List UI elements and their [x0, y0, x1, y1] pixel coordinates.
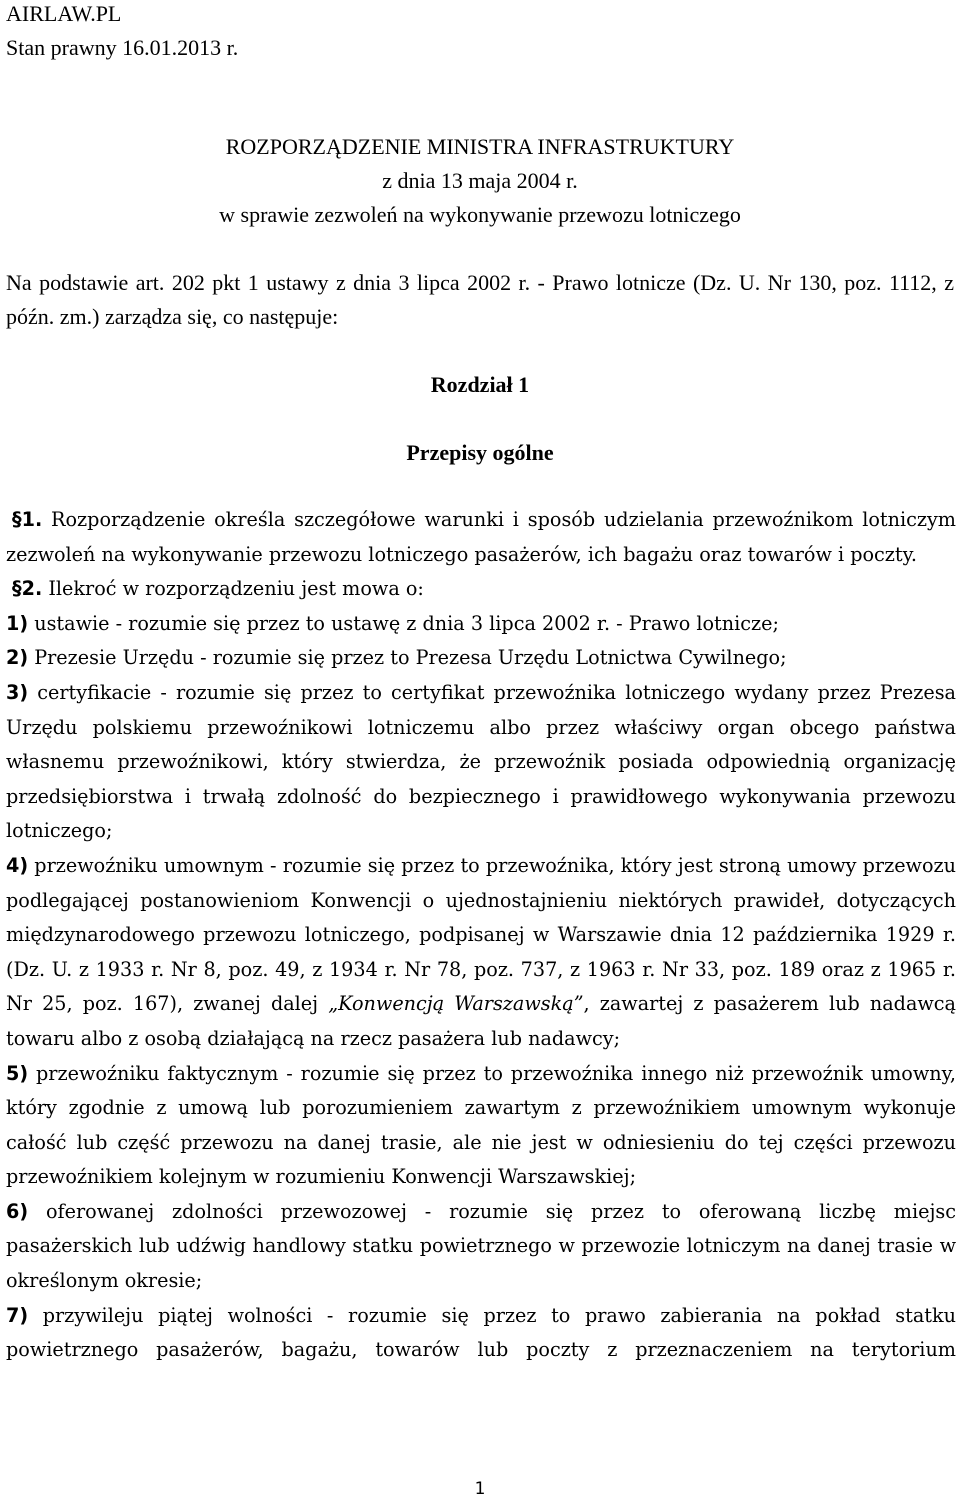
- section-number: 1.: [21, 508, 43, 531]
- section-number: 2.: [21, 577, 43, 601]
- definition-text: przewoźniku faktycznym - rozumie się przez to przewoźnika innego niż przewoźnik umowny, który zgodnie z umową lub porozumieniem zawartym z przewoźnikiem umownym wykonuje całość lub część przewozu na danej trasie, ale nie jest w odniesieniu do tej części przewozu przewoźnikiem kolejnym w rozumieniu Konwencji Warszawskiej;: [6, 1061, 956, 1189]
- title-line-3: w sprawie zezwoleń na wykonywanie przewozu lotniczego: [219, 202, 741, 227]
- definition-number: 1): [6, 611, 29, 635]
- preamble: Na podstawie art. 202 pkt 1 ustawy z dnia 3 lipca 2002 r. - Prawo lotnicze (Dz. U. Nr 130, poz. 1112, z późn. zm.) zarządza się, co następuje:: [6, 270, 954, 329]
- definition-number: 6): [6, 1199, 29, 1223]
- title-line-2: z dnia 13 maja 2004 r.: [382, 168, 578, 193]
- section-2: [6, 572, 956, 607]
- definition-item: [6, 849, 956, 1057]
- definition-text: Prezesie Urzędu - rozumie się przez to Prezesa Urzędu Lotnictwa Cywilnego;: [28, 646, 787, 670]
- definition-text: ustawie - rozumie się przez to ustawę z dnia 3 lipca 2002 r. - Prawo lotnicze;: [28, 611, 779, 635]
- definition-number: 7): [6, 1303, 29, 1327]
- regulation-title: [0, 130, 960, 232]
- page-number: 1: [474, 1479, 486, 1499]
- definition-item: [6, 676, 956, 849]
- definition-number: 2): [6, 646, 29, 670]
- title-line-1: ROZPORZĄDZENIE MINISTRA INFRASTRUKTURY: [225, 134, 735, 159]
- definition-text: przywileju piątej wolności - rozumie się przez to prawo zabierania na pokład statku powietrznego pasażerów, bagażu, towarów lub poczty z przeznaczeniem na terytorium: [6, 1303, 956, 1362]
- definition-number: 3): [6, 680, 29, 704]
- section-1: [6, 503, 956, 572]
- section-marker: §: [12, 508, 22, 531]
- definition-text: certyfikacie - rozumie się przez to certyfikat przewoźnika lotniczego wydany przez Prezesa Urzędu polskiemu przewoźnikowi lotniczemu albo przez właściwy organ obcego państwa własnemu przewoźnikowi, który stwierdza, że przewoźnik posiada odpowiednią organizację przedsiębiorstwa i trwałą zdolność do bezpiecznego i prawidłowego wykonywania przewozu lotniczego;: [6, 680, 956, 843]
- legal-status-date: Stan prawny 16.01.2013 r.: [6, 35, 239, 60]
- definition-item: [6, 1195, 956, 1299]
- site-name: AIRLAW.PL: [6, 1, 122, 26]
- definition-number: 4): [6, 853, 29, 877]
- section-marker: §: [12, 577, 22, 601]
- definition-item: [6, 641, 956, 676]
- definition-item: [6, 1057, 956, 1195]
- section-text: Rozporządzenie określa szczegółowe warunki i sposób udzielania przewoźnikom lotniczym zezwoleń na wykonywanie przewozu lotniczego pasażerów, ich bagażu oraz towarów i poczty.: [6, 508, 956, 566]
- definition-text: przewoźniku umownym - rozumie się przez to przewoźnika, który jest stroną umowy przewozu podlegającej postanowieniom Konwencji o ujednostajnieniu niektórych prawideł, dotyczących międzynarodowego przewozu lotniczego, podpisanej w Warszawie dnia 12 października 1929 r. (Dz. U. z 1933 r. Nr 8, poz. 49, z 1934 r. Nr 78, poz. 737, z 1963 r. Nr 33, poz. 189 oraz z 1965 r. Nr 25, poz. 167), zwanej dalej: [6, 853, 956, 1016]
- section-text: Ilekroć w rozporządzeniu jest mowa o:: [42, 577, 424, 601]
- definition-number: 5): [6, 1061, 29, 1085]
- chapter-number: Rozdział 1: [430, 372, 530, 397]
- definition-quoted-term: „Konwencją Warszawską”: [328, 992, 584, 1016]
- definition-item: [6, 607, 956, 642]
- definition-text: , zawartej z pasażerem lub nadawcą towaru albo z osobą działającą na rzecz pasażera lub nadawcy;: [6, 992, 956, 1050]
- regulation-body: [6, 503, 956, 1368]
- definition-item: [6, 1299, 956, 1368]
- chapter-title: Przepisy ogólne: [406, 440, 554, 465]
- definition-text: oferowanej zdolności przewozowej - rozumie się przez to oferowaną liczbę miejsc pasażerskich lub udźwig handlowy statku powietrznego w przewozie lotniczym na danej trasie w określonym okresie;: [6, 1199, 956, 1293]
